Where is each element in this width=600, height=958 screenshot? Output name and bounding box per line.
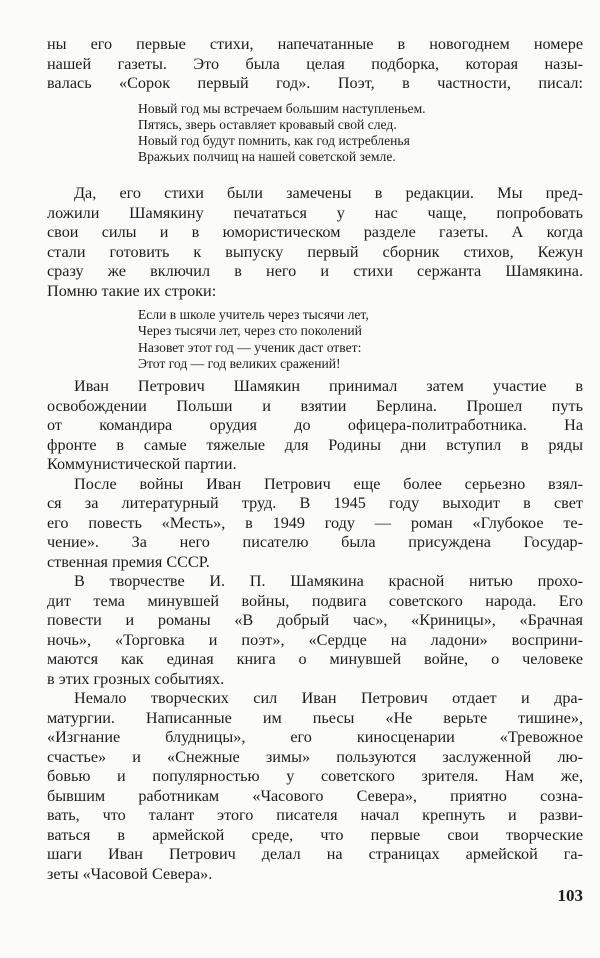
page-number: 103 — [557, 886, 583, 905]
text-line: его повесть «Месть», в 1949 году — роман «Глубокое те- — [47, 513, 583, 532]
poem-line: Через тысячи лет, через сто поколений — [138, 323, 362, 339]
text-line: Немало творческих сил Иван Петрович отдает и дра- — [74, 689, 583, 707]
text-line: сразу же включил в него и стихи сержанта Шамякина. — [47, 262, 583, 281]
text-line: валась «Сорок первый год». Поэт, в частности, писал: — [47, 74, 583, 92]
paragraph — [47, 377, 583, 475]
text-line: в этих грозных событиях. — [47, 669, 225, 688]
text-line: вать, что талант этого писателя начал крепнуть и разви- — [47, 806, 583, 824]
text-line: освобождении Польши и взятии Берлина. Прошел путь — [47, 396, 583, 415]
text-line: повести и романы «В добрый час», «Криницы», «Брачная — [47, 611, 583, 629]
prose-block — [47, 377, 583, 884]
text-line: шаги Иван Петрович делал на страницах армейской га- — [47, 845, 583, 863]
text-line: ся за литературный труд. В 1945 году выходит в свет — [47, 494, 583, 512]
text-line: ночь», «Торговка и поэт», «Сердце на ладони» восприни- — [47, 630, 583, 649]
poem-quote — [138, 101, 583, 166]
poem-line: Назовет этот год — ученик даст ответ: — [138, 339, 362, 355]
text-line: счастье» и «Снежные зимы» пользуются заслуженной лю- — [47, 747, 583, 766]
text-line: ственная премия СССР. — [47, 552, 210, 571]
text-line: ны его первые стихи, напечатанные в новогоднем номере — [47, 35, 583, 53]
text-line: ложили Шамякину печататься у нас чаще, попробовать — [47, 203, 583, 222]
prose-block — [47, 184, 583, 301]
text-line: матургии. Написанные им пьесы «Не верьте тишине», — [47, 708, 583, 727]
text-line: «Изгнание блудницы», его киносценарии «Тревожное — [47, 728, 583, 746]
text-line: фронте в самые тяжелые для Родины дни вступил в ряды — [47, 435, 583, 454]
text-line: от командира орудия до офицера-политработника. На — [47, 416, 583, 434]
poem-line: Этот год — год великих сражений! — [138, 355, 341, 371]
text-line: Коммунистической партии. — [47, 455, 237, 473]
book-page-text — [47, 35, 583, 884]
text-line: Помню такие их строки: — [47, 281, 217, 300]
poem-line: Вражьих полчищ на нашей советской земле. — [138, 149, 396, 165]
paragraph — [47, 475, 583, 573]
poem-quote — [138, 307, 583, 372]
prose-block — [47, 35, 583, 94]
text-line: стали готовить к выпуску первый сборник стихов, Кежун — [47, 242, 583, 261]
text-line: Да, его стихи были замечены в редакции. Мы пред- — [74, 184, 583, 203]
poem-line: Если в школе учитель через тысячи лет, — [138, 307, 369, 323]
text-line: маются как единая книга о минувшей войне, о человеке — [47, 650, 583, 668]
paragraph — [47, 689, 583, 884]
text-line: дит тема минувшей войны, подвига советского народа. Его — [47, 591, 583, 610]
text-line: Иван Петрович Шамякин принимал затем участие в — [74, 377, 583, 395]
text-line: зеты «Часовой Севера». — [47, 864, 213, 883]
text-line: В творчестве И. П. Шамякина красной нитью прохо- — [74, 572, 583, 590]
text-line: После войны Иван Петрович еще более серьезно взял- — [74, 474, 583, 493]
poem-line: Новый год мы встречаем большим наступленьем. — [138, 100, 426, 116]
paragraph — [47, 184, 583, 301]
paragraph — [47, 35, 583, 94]
text-line: бывшим работникам «Часового Севера», приятно созна- — [47, 786, 583, 805]
text-line: чение». За него писателю была присуждена Государ- — [47, 533, 583, 551]
text-line: ваться в армейской среде, что первые свои творческие — [47, 825, 583, 844]
text-line: нашей газеты. Это была целая подборка, которая назы- — [47, 54, 583, 73]
poem-line: Новый год будут помнить, как год истребленья — [138, 132, 410, 148]
poem-line: Пятясь, зверь оставляет кровавый свой след. — [138, 116, 397, 132]
paragraph — [47, 572, 583, 689]
text-line: бовью и популярностью у советского зрителя. Нам же, — [47, 767, 583, 785]
text-line: свои силы и в юмористическом разделе газеты. А когда — [47, 223, 583, 242]
